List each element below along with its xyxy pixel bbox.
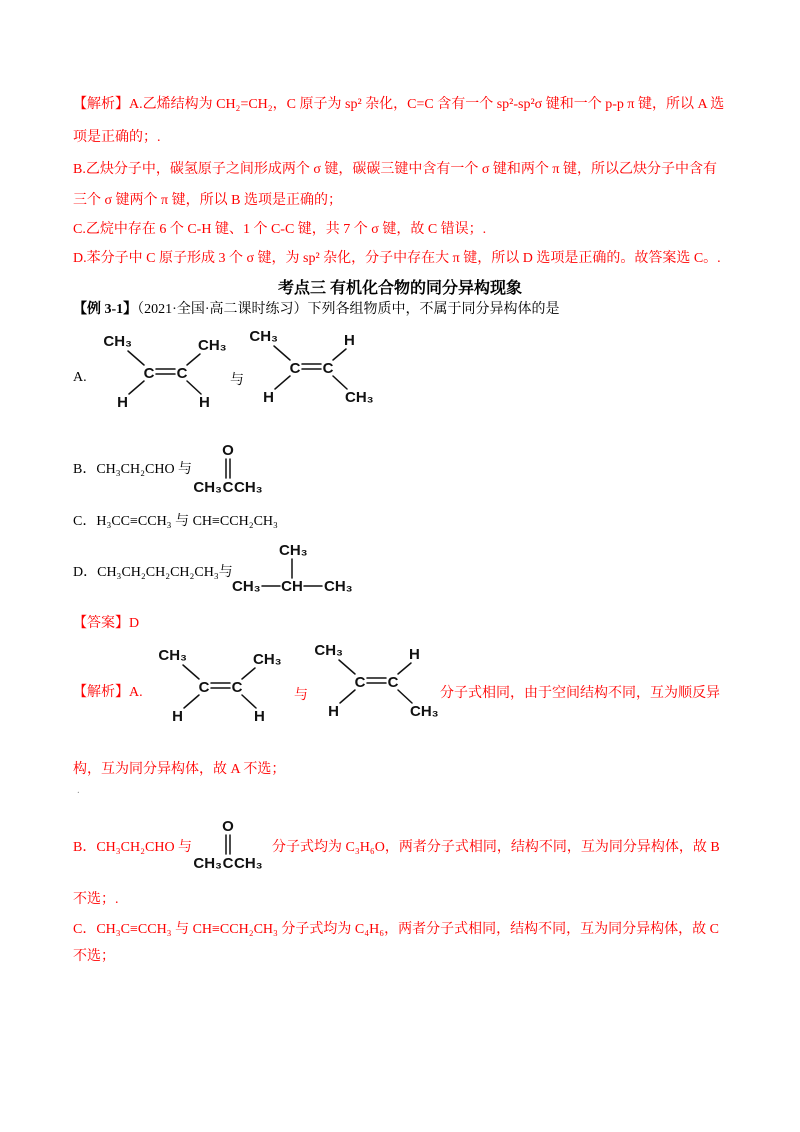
structure-label-top-left: CH₃	[314, 642, 343, 659]
solution-a-connector: 与	[294, 688, 308, 703]
answer-value: D	[129, 616, 140, 631]
structure-label-bottom-left: H	[263, 389, 274, 406]
trans-2-butene-structure	[312, 637, 447, 725]
single-bond-line	[398, 690, 412, 703]
solution-a-tail: 分子式相同，由于空间结构不同，互为顺反异	[440, 686, 720, 701]
oxygen-atom-label: O	[222, 818, 234, 835]
solution-b-tail: 分子式均为 C₃H₆O，两者分子式相同，结构不同，互为同分异构体，故 B	[272, 840, 720, 855]
single-bond-line	[187, 381, 201, 394]
single-bond-line	[398, 663, 411, 674]
single-bond-line	[184, 695, 199, 708]
analysis-line-4: 三个 σ 键两个 π 键，所以 B 选项是正确的；	[73, 193, 342, 208]
stray-mark: .	[77, 784, 80, 796]
structure-label-bottom-right: CH₃	[410, 703, 439, 720]
carbon-atom-label: C	[222, 479, 234, 496]
carbon-atom-label-right: C	[231, 679, 243, 696]
analysis-line-3: B.乙炔分子中，碳氢原子之间形成两个 σ 键，碳碳三键中含有一个 σ 键和两个 π 键，所以乙炔分子中含有	[73, 162, 717, 177]
carbon-atom-label: C	[222, 855, 234, 872]
example-prompt: （2021·全国·高二课时练习）下列各组物质中，不属于同分异构体的是	[137, 302, 560, 317]
structure-label-center: CH	[281, 578, 303, 595]
solution-b-continuation: 不选；.	[73, 892, 119, 907]
example-question	[73, 300, 560, 320]
single-bond-line	[129, 381, 144, 394]
structure-label-bottom-right: CH₃	[345, 389, 374, 406]
cis-2-butene-structure	[156, 642, 291, 730]
structure-label-bottom-left: H	[117, 394, 128, 411]
option-c-text: C．H₃CC≡CCH₃ 与 CH≡CCH₂CH₃	[73, 514, 278, 529]
structure-label-bottom-left: H	[172, 708, 183, 725]
structure-label-top-left: CH₃	[249, 328, 278, 345]
analysis-line-2: 项是正确的；.	[73, 130, 161, 145]
carbon-atom-label-left: C	[289, 360, 301, 377]
option-b-text: B．CH₃CH₂CHO 与	[73, 462, 193, 477]
carbon-atom-label-left: C	[198, 679, 210, 696]
trans-2-butene-structure	[247, 323, 382, 411]
carbon-atom-label-left: C	[354, 674, 366, 691]
structure-label-right: CH₃	[234, 479, 263, 496]
analysis-line-6: D.苯分子中 C 原子形成 3 个 σ 键，为 sp² 杂化，分子中存在大 π 键，所以 D 选项是正确的。故答案选 C。.	[73, 251, 721, 266]
single-bond-line	[333, 349, 346, 360]
structure-label-left: CH₃	[232, 578, 261, 595]
structure-label-top-left: CH₃	[158, 647, 187, 664]
structure-label-top-right: CH₃	[198, 337, 227, 354]
solution-b-lead: B．CH₃CH₂CHO 与	[73, 840, 193, 855]
isobutane-structure	[230, 537, 362, 595]
carbon-atom-label-left: C	[143, 365, 155, 382]
analysis-line-5: C.乙烷中存在 6 个 C-H 键、1 个 C-C 键，共 7 个 σ 键，故 C 错误；.	[73, 222, 487, 237]
single-bond-line	[274, 346, 290, 360]
option-d-text: D．CH₃CH₂CH₂CH₂CH₃与	[73, 565, 233, 580]
structure-label-top-left: CH₃	[103, 333, 132, 350]
structure-label-top-right: H	[409, 646, 420, 663]
carbon-atom-label-right: C	[322, 360, 334, 377]
single-bond-line	[183, 665, 199, 679]
solution-a-lead: 【解析】A.	[73, 685, 143, 700]
single-bond-line	[242, 695, 256, 708]
structure-label-top-right: H	[344, 332, 355, 349]
single-bond-line	[128, 351, 144, 365]
cis-2-butene-structure	[101, 328, 236, 416]
structure-label-bottom-left: H	[328, 703, 339, 720]
analysis-line-1: 【解析】A.乙烯结构为 CH₂=CH₂，C 原子为 sp² 杂化，C=C 含有一个 sp²-sp²σ 键和一个 p-p π 键，所以 A 选	[73, 97, 725, 112]
acetone-structure	[188, 440, 268, 498]
answer-tag: 【答案】	[73, 616, 129, 631]
structure-label-right: CH₃	[324, 578, 353, 595]
oxygen-atom-label: O	[222, 442, 234, 459]
structure-label-bottom-right: H	[254, 708, 265, 725]
single-bond-line	[275, 376, 290, 389]
answer-line	[73, 614, 139, 634]
solution-a-continuation: 构，互为同分异构体，故 A 不选；	[73, 762, 286, 777]
single-bond-line	[333, 376, 347, 389]
structure-label-top-right: CH₃	[253, 651, 282, 668]
carbon-atom-label-right: C	[387, 674, 399, 691]
single-bond-line	[339, 660, 355, 674]
acetone-structure	[188, 816, 268, 874]
structure-label-right: CH₃	[234, 855, 263, 872]
structure-label-top: CH₃	[279, 542, 308, 559]
single-bond-line	[242, 668, 255, 679]
section-heading: 考点三 有机化合物的同分异构现象	[277, 280, 522, 297]
option-a-label: A.	[73, 370, 87, 385]
solution-c-text: C．CH₃C≡CCH₃ 与 CH≡CCH₂CH₃ 分子式均为 C₄H₆，两者分子式相同，结构不同，互为同分异构体，故 C	[73, 922, 719, 937]
structure-label-left: CH₃	[193, 855, 222, 872]
structure-label-left: CH₃	[193, 479, 222, 496]
option-a-connector: 与	[230, 373, 244, 388]
structure-label-bottom-right: H	[199, 394, 210, 411]
solution-c-continuation: 不选；	[73, 949, 115, 964]
single-bond-line	[340, 690, 355, 703]
example-tag: 【例 3-1】	[73, 302, 138, 317]
carbon-atom-label-right: C	[176, 365, 188, 382]
single-bond-line	[187, 354, 200, 365]
